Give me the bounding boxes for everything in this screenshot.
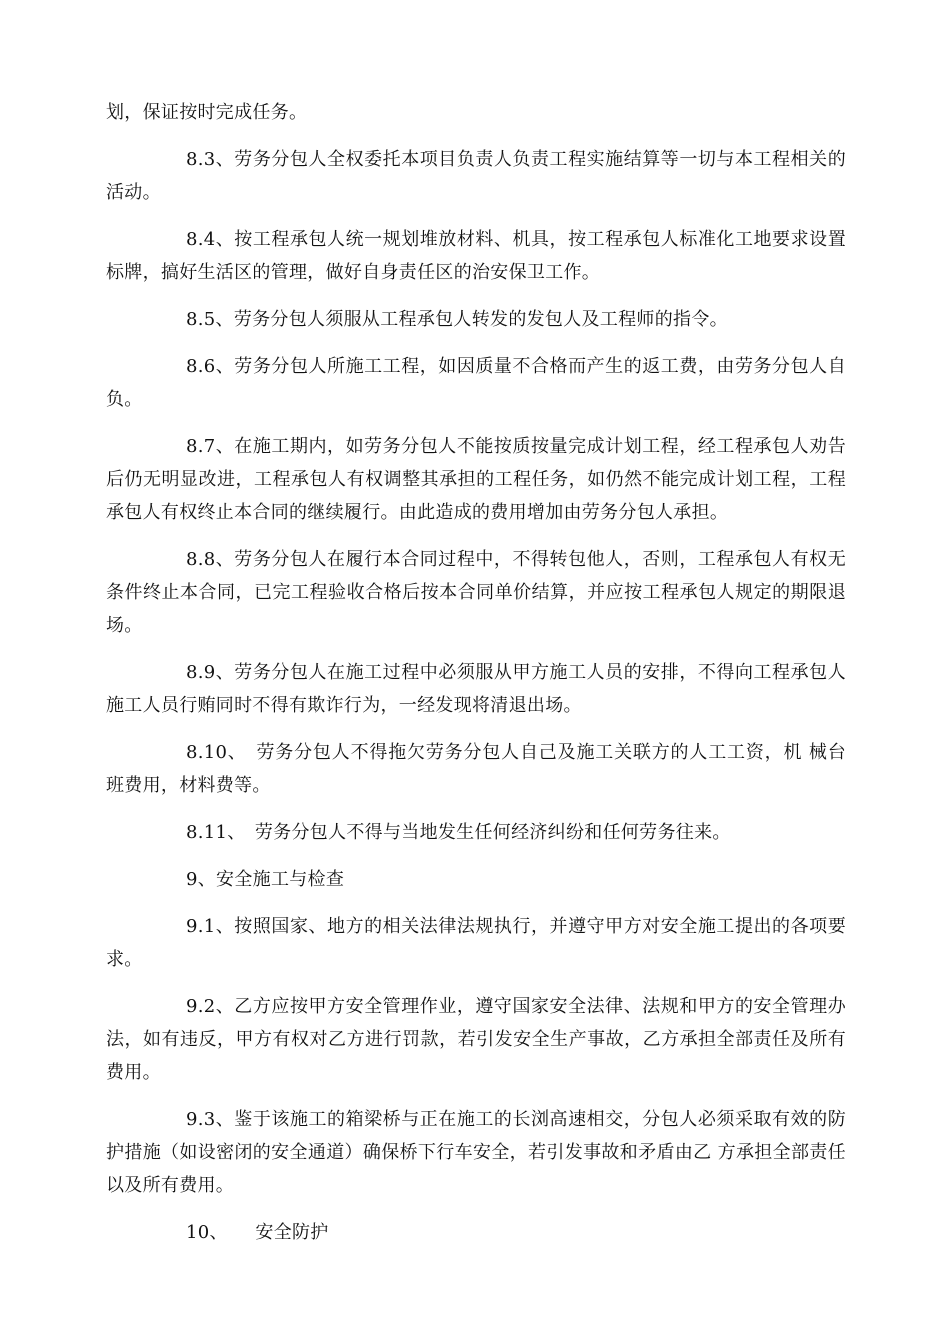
clause-8-6: 8.6、劳务分包人所施工工程，如因质量不合格而产生的返工费，由劳务分包人自负。 xyxy=(106,356,846,410)
clause-8-3: 8.3、劳务分包人全权委托本项目负责人负责工程实施结算等一切与本工程相关的活动。 xyxy=(106,149,846,203)
clause-8-11: 8.11、 劳务分包人不得与当地发生任何经济纠纷和任何劳务往来。 xyxy=(186,822,731,843)
section-9-heading: 9、安全施工与检查 xyxy=(186,869,345,890)
clause-9-2: 9.2、乙方应按甲方安全管理作业，遵守国家安全法律、法规和甲方的安全管理办法，如有违反，甲方有权对乙方进行罚款，若引发安全生产事故，乙方承担全部责任及所有费用。 xyxy=(106,996,846,1083)
clause-9-3: 9.3、鉴于该施工的箱梁桥与正在施工的长浏高速相交，分包人必须采取有效的防护措施（如设密闭的安全通道）确保桥下行车安全，若引发事故和矛盾由乙 方承担全部责任以及所有费用。 xyxy=(106,1109,846,1196)
clause-8-9: 8.9、劳务分包人在施工过程中必须服从甲方施工人员的安排，不得向工程承包人施工人员行贿同时不得有欺诈行为，一经发现将清退出场。 xyxy=(106,662,846,716)
section-10-heading: 10、 安全防护 xyxy=(186,1222,329,1243)
clause-8-7: 8.7、在施工期内，如劳务分包人不能按质按量完成计划工程，经工程承包人劝告后仍无明显改进，工程承包人有权调整其承担的工程任务，如仍然不能完成计划工程，工程承包人有权终止本合同的继续履行。由此造成的费用增加由劳务分包人承担。 xyxy=(106,436,846,523)
clause-8-10: 8.10、 劳务分包人不得拖欠劳务分包人自己及施工关联方的人工工资，机 械台班费用，材料费等。 xyxy=(106,742,846,796)
clause-8-8: 8.8、劳务分包人在履行本合同过程中，不得转包他人，否则，工程承包人有权无条件终止本合同，已完工程验收合格后按本合同单价结算，并应按工程承包人规定的期限退场。 xyxy=(106,549,846,636)
clause-9-1: 9.1、按照国家、地方的相关法律法规执行，并遵守甲方对安全施工提出的各项要求。 xyxy=(106,916,846,970)
clause-8-4: 8.4、按工程承包人统一规划堆放材料、机具，按工程承包人标准化工地要求设置标牌，搞好生活区的管理，做好自身责任区的治安保卫工作。 xyxy=(106,229,846,283)
document-body xyxy=(106,96,846,1263)
clause-8-5: 8.5、劳务分包人须服从工程承包人转发的发包人及工程师的指令。 xyxy=(186,309,728,330)
paragraph-continuation: 划，保证按时完成任务。 xyxy=(106,102,308,123)
